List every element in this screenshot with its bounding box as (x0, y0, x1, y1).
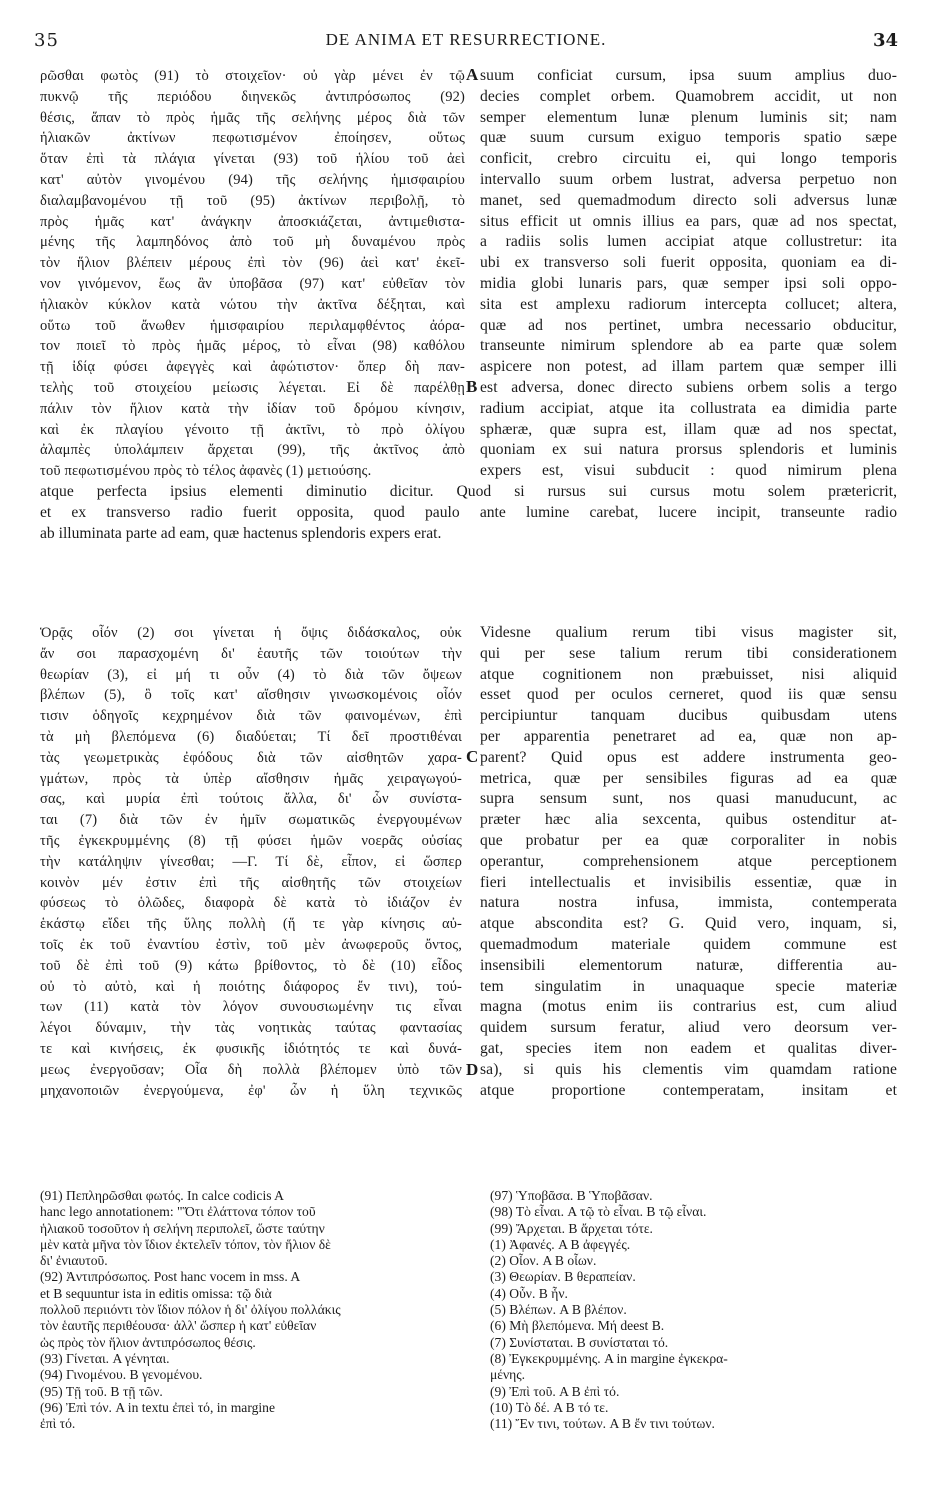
text-line: ἀλαμπὲς ὑπολάμπειν ἄρχεται (99), τῆς ἀκτῖνος ἀπὸ (40, 442, 465, 459)
text-line: atque perfecta ipsius elementi diminutio dicitur. Quod si rursus sui cursus motu solem prætericrit, (40, 483, 897, 500)
text-line: est adversa, donec directo subiens orbem solis a tergo (480, 378, 897, 396)
running-header (34, 30, 898, 56)
running-title: DE ANIMA ET RESURRECTIONE. (325, 30, 607, 49)
text-line: quemadmodum materiale quidem commune est (480, 935, 897, 953)
text-line: τῆς ἐγκεκρυμμένης (8) τῇ φύσει ἡμῶν νοερᾶς οὐσίας (40, 832, 462, 849)
section2-latin-column (480, 623, 897, 1101)
footnotes-left-column (40, 1188, 460, 1432)
text-line: quæ suum cursum exiguo temporis spatio sæpe (480, 129, 897, 147)
margin-marker-c: C (466, 747, 479, 766)
text-line: τὰς γεωμετρικὰς ἐφόδους διὰ τῶν αἰσθητῶν χαρα- (40, 749, 462, 766)
text-line: (8) Ἐγκεκρυμμένης. A in margine ἐγκεκρα- (490, 1350, 728, 1366)
text-line: σας, καὶ μυρία ἐπὶ τούτοις ἄλλα, δι' ὧν συνίστα- (40, 791, 462, 808)
section2-greek-column (40, 623, 462, 1101)
text-line: μένης τῆς λαμπηδόνος ἀπὸ τοῦ μὴ δυναμένου πρὸς (40, 234, 465, 251)
text-line: φύσεως τὸ ὁλῶδες, διαφορὰ δὲ κατὰ τὸ ἰδιάζον ἐν (40, 895, 462, 912)
text-line: τοῦ πεφωτισμένου πρὸς τὸ τέλος ἀφανὲς (1) μετιούσης. (40, 463, 372, 480)
text-line: suum conficiat cursum, ipsa suum amplius duo- (480, 67, 897, 84)
section1-latin-column (480, 66, 897, 482)
text-line: ἡλιακοῦ τοσοῦτον ἡ σελήνη περιπολεῖ, ὥστε ταύτην (40, 1220, 325, 1236)
text-line: conficit, crebro circuitu ei, qui longo temporis (480, 150, 897, 168)
text-line: (97) Ὑποβᾶσα. B Ὑποβᾶσαν. (490, 1188, 653, 1203)
text-line: (9) Ἐπὶ τοῦ. A B ἐπὶ τό. (490, 1383, 620, 1399)
text-line: ἡλιακῶν ἀκτίνων πεφωτισμένον ἐποίησεν, οὕτως (40, 130, 465, 147)
text-line: expers est, visui subducit : quod nimirum plena (480, 462, 897, 480)
text-line: των (11) κατὰ τὸν λόγον συνουσιωμένην τις εἶναι (40, 999, 462, 1016)
text-line: præter hæc alia sexcenta, quibus ostenditur at- (480, 811, 897, 829)
text-line: θέσις, ἅπαν τὸ πρὸς ἡμᾶς τῆς σελήνης μέρος διὰ τῶν (40, 109, 465, 126)
text-line: (92) Ἀντιπρόσωπος. Post hanc vocem in mss. A (40, 1269, 301, 1285)
text-line: atque abscondita est? G. Quid vero, inquam, si, (480, 915, 897, 933)
text-line: intervallo suum orbem lustrat, adversa perpetuo non (480, 170, 897, 188)
text-line: parent? Quid opus est addere instrumenta geo- (480, 748, 897, 766)
text-line: μὲν κατὰ μῆνα τὸν ἴδιον ἐκτελεῖν τόπον, τὸν ἥλιον δὲ (40, 1236, 331, 1252)
text-line: (10) Τὸ δέ. A B τό τε. (490, 1399, 609, 1415)
text-line: (5) Βλέπων. A B βλέπον. (490, 1302, 627, 1318)
text-line: τὸν ἥλιον βλέπειν μέρους ἐπὶ τὸν (96) ἀεὶ κατ' ἐκεῖ- (40, 255, 465, 272)
text-line: midia globi lunaris pars, quæ semper ipsi soli oppo- (480, 274, 897, 292)
text-line: τον ποιεῖ τὸ πρὸς ἡμᾶς μέρος, τὸ εἶναι (98) καθόλου (40, 338, 465, 355)
text-line: sa), si quis his clementis vim quamdam ratione (480, 1060, 897, 1078)
text-line: τοῦ δὲ ἐπὶ τοῦ (9) κάτω βρίθοντος, τὸ δὲ (10) εἶδος (40, 957, 462, 974)
footnotes-right-column (490, 1188, 890, 1432)
text-line: (1) Ἀφανές. A B ἀφεγγές. (490, 1236, 631, 1252)
text-line: ἄν σοι παρασχομένη δι' ἑαυτῆς τῶν τοιούτων τὴν (40, 645, 462, 662)
text-line: quidem sursum feratur, aliud vero deorsum ver- (480, 1019, 897, 1037)
text-line: (91) Πεπληρῶσθαι φωτός. In calce codicis A (40, 1188, 284, 1203)
text-line: natura nostra infusa, immista, contemperata (480, 894, 897, 912)
text-line: καὶ ἐκ πλαγίου γένοιτο τῇ ἀκτῖνι, τὸ πρὸ ὀλίγου (40, 421, 465, 438)
text-line: esset quod per oculos cerneret, quod iis quæ sensu (480, 686, 897, 704)
text-line: μηχανοποιῶν ἐνεργούμενα, ἐφ' ὧν ἡ ὕλη τεχνικῶς (40, 1082, 462, 1099)
text-line: atque cognitionem non præbuisset, nisi aliquid (480, 665, 897, 683)
text-line: qui per sese talium rerum tibi considerationem (480, 644, 897, 662)
text-line: (11) Ἔν τινι, τούτων. A B ἔν τινι τούτων. (490, 1416, 715, 1432)
text-line: οὐ τὸ αὐτὸ, καὶ ἡ ποιότης διάφορος ἔν τινι), τού- (40, 978, 462, 995)
text-line: magna (motus enim iis contrarius est, cum aliud (480, 998, 897, 1016)
text-line: τὴν κατάληψιν γίνεσθαι; —Γ. Τί δὲ, εἶπον, εἰ ὥσπερ (40, 853, 462, 870)
text-line: (2) Οἷον. A B οἷων. (490, 1253, 597, 1269)
text-line: τὸν ἑαυτῆς περιθέουσα· ἀλλ' ὥσπερ ἡ κατ' εὐθεῖαν (40, 1318, 317, 1334)
text-line: δι' ἐνιαυτοῦ. (40, 1253, 108, 1269)
text-line: (93) Γίνεται. A γένηται. (40, 1350, 170, 1366)
text-line: Ὁρᾷς οἷόν (2) σοι γίνεται ἡ ὄψις διδάσκαλος, οὐκ (40, 625, 462, 641)
text-line: πρὸς ἡμᾶς κατ' ἀνάγκην ἀποσκιάζεται, ἀντιμεθιστα- (40, 213, 465, 230)
text-line: τῇ ἰδίᾳ φύσει ἀφεγγὲς καὶ ἀφώτιστον· ὅπερ δὴ παν- (40, 359, 465, 376)
text-line: (95) Τῇ τοῦ. B τῇ τῶν. (40, 1383, 163, 1399)
text-line: decies complet orbem. Quamobrem accidit, ut non (480, 87, 897, 105)
text-line: θεωρίαν (3), εἰ μή τι οὖν (4) τὸ διὰ τῶν ὄψεων (40, 666, 462, 683)
text-line: atque proportione contemperatam, insitam et (480, 1081, 897, 1099)
text-line: radium accipiat, atque ita collustrata ea dimidia parte (480, 399, 897, 417)
text-line: tem singulatim in unaquaque specie materiæ (480, 977, 897, 995)
text-line: κατ' αὐτὸν γινομένου (94) τῆς σελήνης ἡμισφαιρίου (40, 171, 465, 188)
text-line: (98) Τὸ εἶναι. A τῷ τὸ εἶναι. B τῷ εἶναι. (490, 1204, 707, 1220)
text-line: semper elementum lunæ plenum luminis sit; nam (480, 108, 897, 126)
text-line: aspicere non potest, ad illam partem quæ semper illi (480, 358, 897, 376)
text-line: (3) Θεωρίαν. B θεραπείαν. (490, 1269, 636, 1285)
text-line: ται (7) διὰ τῶν ἐν ἡμῖν σωματικῶς ἐνεργουμένων (40, 812, 462, 829)
text-line: et ex transverso radio fuerit opposita, quod paulo ante lumine carebat, lucere incipit, transeunte radio (40, 503, 897, 521)
text-line: οὕτω τοῦ ἄνωθεν ἡμισφαιρίου περιλαμφθέντος ἀόρα- (40, 317, 465, 334)
text-line: ἡλιακὸν κύκλον κατὰ νώτου τὴν ἀκτῖνα δέξηται, καὶ (40, 296, 465, 313)
text-line: ρῶσθαι φωτὸς (91) τὸ στοιχεῖον· οὐ γὰρ μένει ἐν τῷ (40, 68, 465, 84)
text-line: hanc lego annotationem: "Ὅτι ἐλάττονα τόπον τοῦ (40, 1204, 316, 1220)
text-line: transeunte nimirum splendore ab ea parte quæ solem (480, 337, 897, 355)
text-line: (96) Ἐπὶ τόν. A in textu ἐπεὶ τό, in margine (40, 1399, 276, 1415)
text-line: operantur, comprehensionem atque perceptionem (480, 852, 897, 870)
text-line: ἑκάστῳ εἴδει τῆς ὕλης πολλὴ (ἥ τε γὰρ κίνησις αὐ- (40, 916, 462, 933)
text-line: sita est amplexu radiorum intercepta collucet; altera, (480, 295, 897, 313)
text-line: (4) Οὖν. B ἦν. (490, 1285, 568, 1301)
text-line: gat, species item non eadem et qualitas diver- (480, 1039, 897, 1057)
text-line: τισιν ὁδηγοῖς κεχρημένον διὰ τῶν φαινομένων, ἐπὶ (40, 708, 462, 725)
text-line: supra sensum sunt, nos quasi manuducunt, ac (480, 790, 897, 808)
text-line: insensibili elementorum naturæ, differentia au- (480, 956, 897, 974)
text-line: (6) Μὴ βλεπόμενα. Μή deest B. (490, 1318, 665, 1334)
text-line: a radiis solis lumen accipiat atque collustretur: ita (480, 233, 897, 251)
text-line: (94) Γινομένου. B γενομένου. (40, 1367, 203, 1383)
text-line: λέγοι δύναμιν, τὴν τὰς νοητικὰς ταύτας φαντασίας (40, 1020, 462, 1037)
text-line: ἐπὶ τό. (40, 1416, 76, 1432)
text-line: ὡς πρὸς τὸν ἥλιον ἀντιπρόσωπος θέσις. (40, 1334, 256, 1350)
text-line: (99) Ἄρχεται. B ἄρχεται τότε. (490, 1220, 653, 1236)
margin-marker-b: B (466, 377, 478, 396)
text-line: τε καὶ κινήσεις, ἐκ φυσικῆς ἰδιότητός τε καὶ δυνά- (40, 1040, 462, 1057)
text-line: situs efficit ut omnis illius ea pars, quæ ad nos spectat, (480, 212, 897, 230)
text-line: μεως ἐνεργοῦσαν; Οἷα δὴ πολλὰ βλέπομεν ὑπὸ τῶν (40, 1061, 462, 1078)
text-line: τοῖς ἐκ τοῦ ἐναντίου ἐστὶν, τοῦ μὲν ἀνωφεροῦς ὄντος, (40, 936, 462, 953)
text-line: διαλαμβανομένου τῇ τοῦ (95) ἀκτίνων περιβολῇ, τὸ (40, 192, 465, 209)
text-line: βλέπων (5), ὃ τοῖς κατ' αἴσθησιν γινωσκομένοις οἷόν (40, 687, 462, 704)
text-line: percipiuntur tanquam ducibus quibusdam utens (480, 707, 897, 725)
text-line: manet, sed quemadmodum directo soli adversus lunæ (480, 191, 897, 209)
section1-greek-column (40, 66, 465, 482)
margin-marker-a: A (466, 65, 479, 84)
text-line: πολλοῦ περιιόντι τὸν ἴδιον πόλον ἡ δι' ὀλίγου πολλάκις (40, 1302, 341, 1318)
left-page-number: 35 (34, 30, 59, 51)
margin-marker-d: D (466, 1060, 479, 1079)
text-line: ubi ex transverso soli fuerit opposita, quoniam ea di- (480, 254, 897, 272)
text-line: ab illuminata parte ad eam, quæ hactenus splendoris expers erat. (40, 524, 442, 542)
text-line: que probatur per ea quæ corporaliter in nobis (480, 831, 897, 849)
text-line: fieri intellectualis et invisibilis essentiæ, quæ in (480, 873, 897, 891)
section1-full-width-text (40, 482, 897, 544)
text-line: κοινὸν μέν ἐστιν ἐπὶ τῆς αἰσθητῆς τῶν στοιχείων (40, 874, 462, 891)
text-line: Videsne qualium rerum tibi visus magister sit, (480, 624, 897, 641)
text-line: quæ ad nos pertinet, umbra necessario obducitur, (480, 316, 897, 334)
text-line: τὰ μὴ βλεπόμενα (6) διαδύεται; Τί δεῖ προστιθέναι (40, 728, 462, 745)
text-line: ὅταν ἐπὶ τὰ πλάγια γίνεται (93) τοῦ ἡλίου τοῦ ἀεὶ (40, 151, 465, 168)
text-line: metrica, quæ per sensibiles figuras ad ea quæ (480, 769, 897, 787)
text-line: per apparentia penetraret ad ea, quæ non ap- (480, 727, 897, 745)
right-page-number: 34 (872, 30, 898, 51)
text-line: quoniam ex sui natura prorsus splendoris et luminis (480, 441, 897, 459)
text-line: πάλιν τὸν ἥλιον κατὰ τὴν ἰδίαν τοῦ δρόμου κίνησιν, (40, 400, 465, 417)
text-line: sphæræ, quæ supra est, illam quæ ad nos spectat, (480, 420, 897, 438)
text-line: (7) Συνίσταται. B συνίσταται τό. (490, 1334, 669, 1350)
text-line: γμάτων, πρὸς τὰ ὑπὲρ αἴσθησιν ἡμᾶς χειραγωγού- (40, 770, 462, 787)
text-line: μένης. (490, 1367, 526, 1383)
text-line: νον γινόμενον, ἕως ἂν ὑποβᾶσα (97) κατ' εὐθεῖαν τὸν (40, 275, 465, 292)
text-line: et B sequuntur ista in editis omissa: τῷ διὰ (40, 1285, 272, 1301)
text-line: τελὴς τοῦ στοιχείου μείωσις λέγεται. Εἰ δὲ παρέλθῃ (40, 379, 465, 396)
text-line: πυκνῷ τῆς περιόδου διηνεκῶς ἀντιπρόσωπος (92) (40, 88, 465, 105)
